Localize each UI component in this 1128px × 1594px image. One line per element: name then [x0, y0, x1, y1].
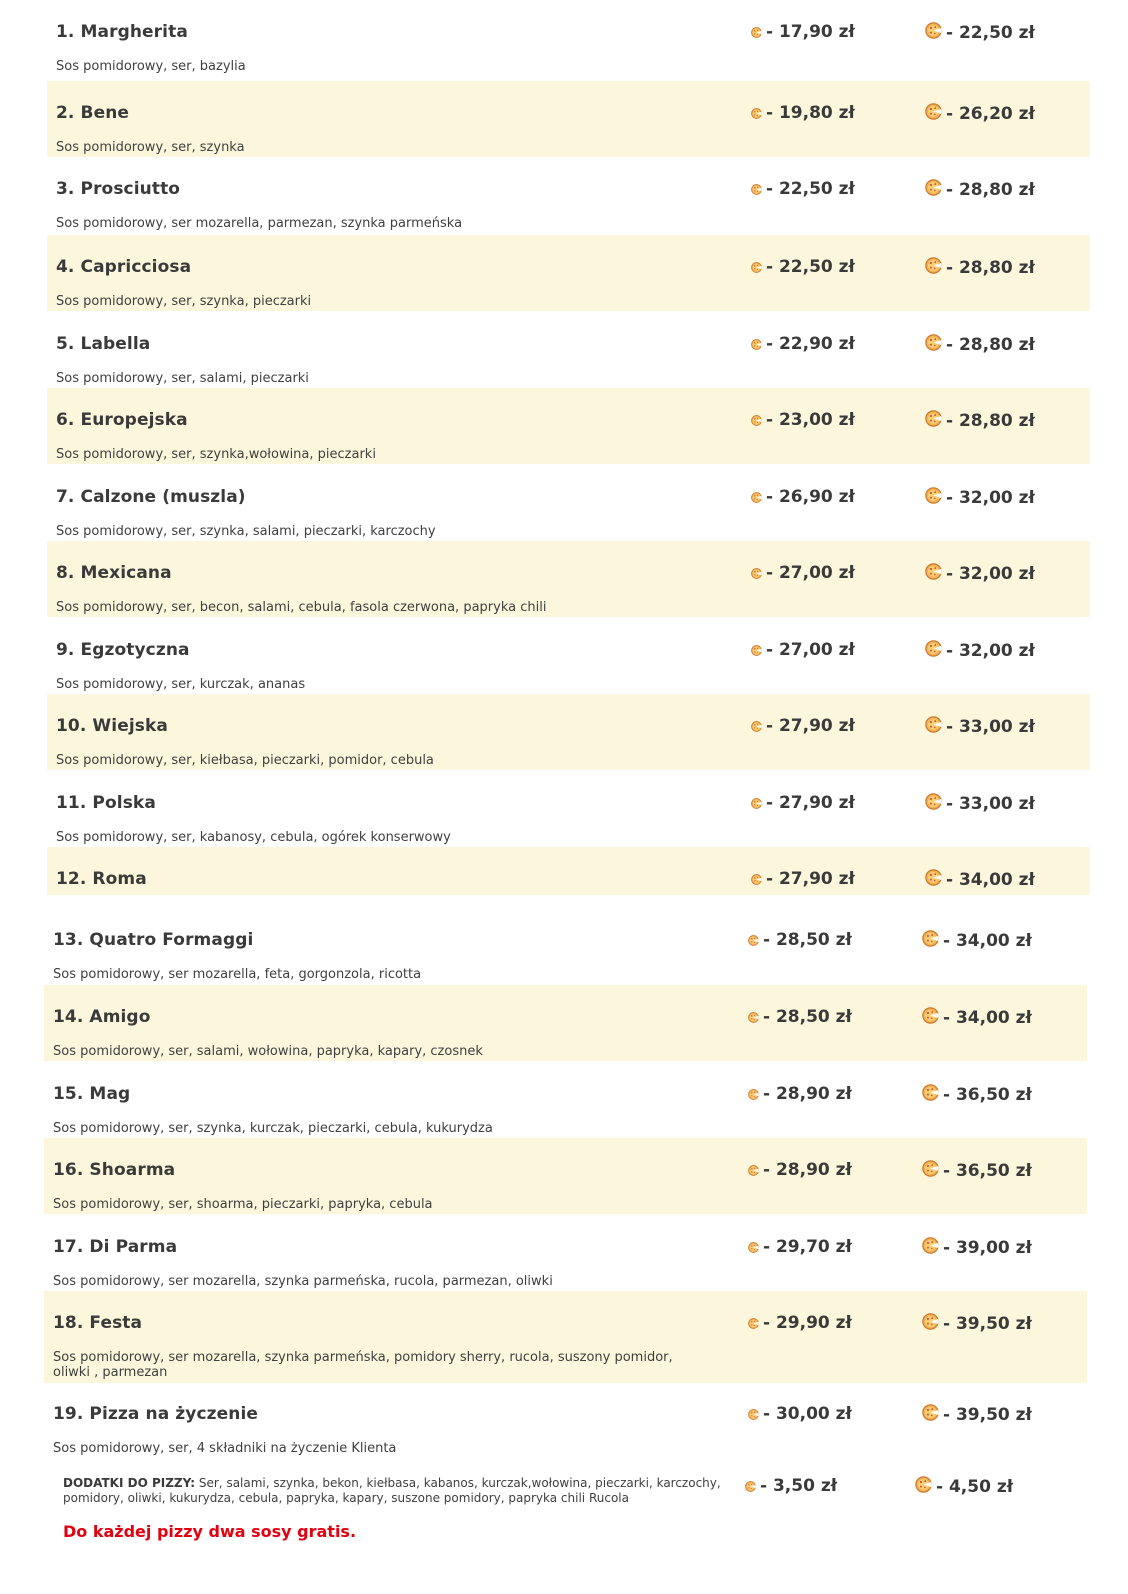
- pizza-name: 14. Amigo: [53, 1007, 151, 1027]
- menu-item: [44, 1062, 1087, 1138]
- small-pizza-icon: [748, 1409, 759, 1420]
- price-large: [922, 1313, 1032, 1334]
- price-large: [925, 869, 1035, 890]
- addons-description: [63, 1476, 743, 1506]
- price-small-value: - 17,90 zł: [766, 22, 855, 42]
- small-pizza-icon: [751, 874, 762, 885]
- large-pizza-icon: [925, 410, 942, 427]
- price-large-value: - 36,50 zł: [943, 1085, 1032, 1105]
- price-large: [922, 1404, 1032, 1425]
- large-pizza-icon: [925, 793, 942, 810]
- price-small: [748, 1313, 852, 1333]
- price-small: [751, 22, 855, 42]
- pizza-ingredients: Sos pomidorowy, ser mozarella, szynka parmeńska, pomidory sherry, rucola, suszony pomidor, oliwki , parmezan: [53, 1350, 673, 1380]
- pizza-name: 18. Festa: [53, 1313, 143, 1333]
- price-large-value: - 33,00 zł: [946, 794, 1035, 814]
- menu-item: [44, 1291, 1087, 1383]
- large-pizza-icon: [922, 1404, 939, 1421]
- price-small-value: - 27,00 zł: [766, 640, 855, 660]
- menu-item: [44, 1382, 1087, 1458]
- menu-item: [44, 908, 1087, 984]
- price-large-value: - 28,80 zł: [946, 335, 1035, 355]
- pizza-ingredients: Sos pomidorowy, ser, kurczak, ananas: [56, 677, 306, 692]
- price-large-value: - 28,80 zł: [946, 411, 1035, 431]
- price-small-value: - 19,80 zł: [766, 103, 855, 123]
- large-pizza-icon: [922, 1007, 939, 1024]
- price-large-value: - 28,80 zł: [946, 180, 1035, 200]
- large-pizza-icon: [922, 1084, 939, 1101]
- pizza-ingredients: Sos pomidorowy, ser, 4 składniki na życzenie Klienta: [53, 1441, 397, 1456]
- price-large-value: - 39,00 zł: [943, 1238, 1032, 1258]
- price-small-value: - 28,90 zł: [763, 1160, 852, 1180]
- menu-item: [47, 618, 1090, 694]
- pizza-ingredients: Sos pomidorowy, ser mozarella, szynka parmeńska, rucola, parmezan, oliwki: [53, 1274, 553, 1289]
- price-small: [751, 869, 855, 889]
- menu-item: [44, 985, 1087, 1061]
- menu-item: [47, 388, 1090, 464]
- price-large: [925, 103, 1035, 124]
- large-pizza-icon: [922, 1160, 939, 1177]
- large-pizza-icon: [925, 640, 942, 657]
- menu-item: [47, 541, 1090, 617]
- small-pizza-icon: [751, 798, 762, 809]
- menu-item: [47, 847, 1090, 895]
- menu-item: [47, 235, 1090, 311]
- price-small-value: - 29,70 zł: [763, 1237, 852, 1257]
- price-small: [748, 930, 852, 950]
- pizza-ingredients: Sos pomidorowy, ser, salami, wołowina, papryka, kapary, czosnek: [53, 1044, 483, 1059]
- price-small: [751, 257, 855, 277]
- large-pizza-icon: [925, 716, 942, 733]
- pizza-ingredients: Sos pomidorowy, ser, kabanosy, cebula, ogórek konserwowy: [56, 830, 451, 845]
- menu-item: [47, 81, 1090, 157]
- menu-item: [47, 312, 1090, 388]
- price-large: [925, 640, 1035, 661]
- price-small-value: - 27,90 zł: [766, 716, 855, 736]
- price-small-value: - 27,00 zł: [766, 563, 855, 583]
- pizza-name: 2. Bene: [56, 103, 130, 123]
- pizza-name: 9. Egzotyczna: [56, 640, 190, 660]
- large-pizza-icon: [925, 563, 942, 580]
- price-small-value: - 27,90 zł: [766, 793, 855, 813]
- pizza-ingredients: Sos pomidorowy, ser, salami, pieczarki: [56, 371, 309, 386]
- price-small-value: - 30,00 zł: [763, 1404, 852, 1424]
- pizza-name: 19. Pizza na życzenie: [53, 1404, 259, 1424]
- pizza-ingredients: Sos pomidorowy, ser, szynka, salami, pieczarki, karczochy: [56, 524, 436, 539]
- pizza-ingredients: Sos pomidorowy, ser, szynka, pieczarki: [56, 294, 312, 309]
- small-pizza-icon: [751, 645, 762, 656]
- price-small-value: - 27,90 zł: [766, 869, 855, 889]
- price-small-value: - 22,90 zł: [766, 334, 855, 354]
- large-pizza-icon: [915, 1476, 932, 1493]
- price-large-value: - 39,50 zł: [943, 1405, 1032, 1425]
- pizza-name: 8. Mexicana: [56, 563, 172, 583]
- addons-title: DODATKI DO PIZZY:: [63, 1476, 196, 1490]
- price-small: [751, 487, 855, 507]
- price-large-value: - 32,00 zł: [946, 641, 1035, 661]
- pizza-name: 15. Mag: [53, 1084, 131, 1104]
- pizza-name: 1. Margherita: [56, 22, 188, 42]
- addons-price-large: [915, 1476, 1013, 1497]
- pizza-name: 7. Calzone (muszla): [56, 487, 246, 507]
- pizza-name: 6. Europejska: [56, 410, 188, 430]
- price-large-value: - 32,00 zł: [946, 564, 1035, 584]
- menu-item: [44, 1215, 1087, 1291]
- price-small-value: - 26,90 zł: [766, 487, 855, 507]
- large-pizza-icon: [922, 930, 939, 947]
- pizza-ingredients: Sos pomidorowy, ser, szynka, kurczak, pieczarki, cebula, kukurydza: [53, 1121, 493, 1136]
- pizza-ingredients: Sos pomidorowy, ser mozarella, parmezan, szynka parmeńska: [56, 216, 463, 231]
- price-small-value: - 22,50 zł: [766, 257, 855, 277]
- small-pizza-icon: [751, 262, 762, 273]
- menu-item: [47, 0, 1090, 76]
- pizza-ingredients: Sos pomidorowy, ser, shoarma, pieczarki, papryka, cebula: [53, 1197, 433, 1212]
- price-small-value: - 29,90 zł: [763, 1313, 852, 1333]
- pizza-name: 11. Polska: [56, 793, 156, 813]
- price-small: [748, 1084, 852, 1104]
- price-small: [751, 103, 855, 123]
- price-large-value: - 26,20 zł: [946, 104, 1035, 124]
- price-large-value: - 33,00 zł: [946, 717, 1035, 737]
- small-pizza-icon: [751, 492, 762, 503]
- large-pizza-icon: [922, 1313, 939, 1330]
- pizza-ingredients: Sos pomidorowy, ser, szynka: [56, 140, 245, 155]
- pizza-name: 4. Capricciosa: [56, 257, 192, 277]
- price-large-value: - 34,00 zł: [943, 1008, 1032, 1028]
- large-pizza-icon: [925, 179, 942, 196]
- price-small: [751, 716, 855, 736]
- addons-price-small-value: - 3,50 zł: [760, 1476, 838, 1496]
- large-pizza-icon: [925, 22, 942, 39]
- price-large: [925, 563, 1035, 584]
- price-large: [922, 930, 1032, 951]
- large-pizza-icon: [925, 103, 942, 120]
- menu-item: [47, 694, 1090, 770]
- price-small-value: - 23,00 zł: [766, 410, 855, 430]
- large-pizza-icon: [925, 334, 942, 351]
- price-small-value: - 28,50 zł: [763, 1007, 852, 1027]
- small-pizza-icon: [751, 721, 762, 732]
- price-small: [751, 640, 855, 660]
- small-pizza-icon: [751, 27, 762, 38]
- price-large: [922, 1237, 1032, 1258]
- small-pizza-icon: [751, 108, 762, 119]
- small-pizza-icon: [748, 1242, 759, 1253]
- small-pizza-icon: [748, 1318, 759, 1329]
- pizza-ingredients: Sos pomidorowy, ser, szynka,wołowina, pieczarki: [56, 447, 376, 462]
- price-large: [925, 410, 1035, 431]
- price-large-value: - 34,00 zł: [946, 870, 1035, 890]
- pizza-name: 5. Labella: [56, 334, 151, 354]
- small-pizza-icon: [751, 415, 762, 426]
- small-pizza-icon: [748, 1012, 759, 1023]
- price-small-value: - 28,90 zł: [763, 1084, 852, 1104]
- large-pizza-icon: [925, 257, 942, 274]
- large-pizza-icon: [922, 1237, 939, 1254]
- small-pizza-icon: [751, 184, 762, 195]
- price-small-value: - 28,50 zł: [763, 930, 852, 950]
- addons-price-small: [745, 1476, 837, 1496]
- large-pizza-icon: [925, 487, 942, 504]
- price-large-value: - 28,80 zł: [946, 258, 1035, 278]
- price-large: [925, 179, 1035, 200]
- pizza-name: 13. Quatro Formaggi: [53, 930, 254, 950]
- addons-list: Ser, salami, szynka, bekon, kiełbasa, kabanos, kurczak,wołowina, pieczarki, karczochy, pomidory, oliwki, kukurydza, cebula, papryka, kapary, suszone pomidory, papryka chili Rucola: [63, 1476, 721, 1505]
- menu-item: [47, 465, 1090, 541]
- price-large-value: - 34,00 zł: [943, 931, 1032, 951]
- addons-price-large-value: - 4,50 zł: [936, 1477, 1014, 1497]
- pizza-ingredients: Sos pomidorowy, ser mozarella, feta, gorgonzola, ricotta: [53, 967, 422, 982]
- pizza-ingredients: Sos pomidorowy, ser, kiełbasa, pieczarki, pomidor, cebula: [56, 753, 434, 768]
- price-small: [751, 410, 855, 430]
- price-small: [751, 793, 855, 813]
- menu-item: [44, 1138, 1087, 1214]
- small-pizza-icon: [751, 568, 762, 579]
- price-large: [925, 793, 1035, 814]
- pizza-name: 17. Di Parma: [53, 1237, 178, 1257]
- price-large: [925, 22, 1035, 43]
- small-pizza-icon: [745, 1481, 756, 1492]
- price-large: [925, 487, 1035, 508]
- pizza-ingredients: Sos pomidorowy, ser, becon, salami, cebula, fasola czerwona, papryka chili: [56, 600, 547, 615]
- small-pizza-icon: [748, 1165, 759, 1176]
- price-large-value: - 22,50 zł: [946, 23, 1035, 43]
- pizza-name: 12. Roma: [56, 869, 147, 889]
- pizza-name: 10. Wiejska: [56, 716, 168, 736]
- price-large-value: - 36,50 zł: [943, 1161, 1032, 1181]
- free-sauces-note: Do każdej pizzy dwa sosy gratis.: [63, 1522, 357, 1541]
- price-small: [751, 563, 855, 583]
- price-large-value: - 39,50 zł: [943, 1314, 1032, 1334]
- price-small-value: - 22,50 zł: [766, 179, 855, 199]
- small-pizza-icon: [748, 935, 759, 946]
- price-small: [748, 1404, 852, 1424]
- price-small: [748, 1007, 852, 1027]
- price-small: [751, 334, 855, 354]
- small-pizza-icon: [748, 1089, 759, 1100]
- price-large: [922, 1084, 1032, 1105]
- price-large: [925, 257, 1035, 278]
- menu-item: [47, 771, 1090, 847]
- pizza-ingredients: Sos pomidorowy, ser, bazylia: [56, 59, 246, 74]
- price-small: [748, 1237, 852, 1257]
- price-large: [925, 716, 1035, 737]
- price-small: [751, 179, 855, 199]
- pizza-name: 3. Prosciutto: [56, 179, 181, 199]
- pizza-name: 16. Shoarma: [53, 1160, 176, 1180]
- price-large: [922, 1160, 1032, 1181]
- price-large: [922, 1007, 1032, 1028]
- small-pizza-icon: [751, 339, 762, 350]
- price-large: [925, 334, 1035, 355]
- large-pizza-icon: [925, 869, 942, 886]
- price-small: [748, 1160, 852, 1180]
- price-large-value: - 32,00 zł: [946, 488, 1035, 508]
- menu-item: [47, 157, 1090, 233]
